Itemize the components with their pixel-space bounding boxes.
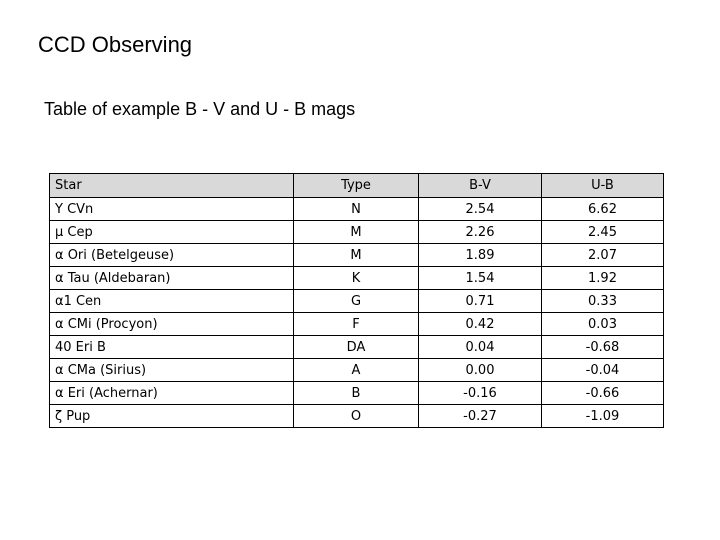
cell-star: α CMa (Sirius) bbox=[50, 359, 294, 382]
table-row bbox=[50, 267, 664, 290]
cell-type: B bbox=[294, 382, 419, 405]
header-u-b: U-B bbox=[542, 174, 664, 198]
cell-type: F bbox=[294, 313, 419, 336]
cell-u-b: 0.33 bbox=[542, 290, 664, 313]
table-row bbox=[50, 290, 664, 313]
table-row bbox=[50, 313, 664, 336]
cell-b-v: -0.16 bbox=[419, 382, 542, 405]
cell-u-b: 2.07 bbox=[542, 244, 664, 267]
header-type: Type bbox=[294, 174, 419, 198]
cell-b-v: -0.27 bbox=[419, 405, 542, 428]
table-row bbox=[50, 244, 664, 267]
cell-type: DA bbox=[294, 336, 419, 359]
table-row bbox=[50, 359, 664, 382]
cell-type: K bbox=[294, 267, 419, 290]
slide-subtitle: Table of example B - V and U - B mags bbox=[44, 99, 356, 119]
cell-star: 40 Eri B bbox=[50, 336, 294, 359]
cell-type: M bbox=[294, 221, 419, 244]
cell-u-b: -0.66 bbox=[542, 382, 664, 405]
cell-type: G bbox=[294, 290, 419, 313]
cell-b-v: 2.54 bbox=[419, 198, 542, 221]
table-row bbox=[50, 198, 664, 221]
cell-type: A bbox=[294, 359, 419, 382]
cell-star: α Ori (Betelgeuse) bbox=[50, 244, 294, 267]
cell-star: α1 Cen bbox=[50, 290, 294, 313]
slide-title: CCD Observing bbox=[38, 32, 193, 57]
cell-b-v: 1.54 bbox=[419, 267, 542, 290]
cell-u-b: 1.92 bbox=[542, 267, 664, 290]
cell-u-b: -0.68 bbox=[542, 336, 664, 359]
cell-b-v: 0.04 bbox=[419, 336, 542, 359]
table-row bbox=[50, 382, 664, 405]
table-row bbox=[50, 221, 664, 244]
magnitudes-table bbox=[49, 173, 664, 428]
cell-u-b: -1.09 bbox=[542, 405, 664, 428]
cell-b-v: 2.26 bbox=[419, 221, 542, 244]
table-header-row bbox=[50, 174, 664, 198]
table-header bbox=[50, 174, 664, 198]
cell-b-v: 0.71 bbox=[419, 290, 542, 313]
cell-star: ζ Pup bbox=[50, 405, 294, 428]
cell-b-v: 1.89 bbox=[419, 244, 542, 267]
table-body bbox=[50, 198, 664, 428]
cell-u-b: -0.04 bbox=[542, 359, 664, 382]
table-row bbox=[50, 405, 664, 428]
cell-u-b: 6.62 bbox=[542, 198, 664, 221]
table-row bbox=[50, 336, 664, 359]
header-star: Star bbox=[50, 174, 294, 198]
cell-star: α Tau (Aldebaran) bbox=[50, 267, 294, 290]
cell-type: M bbox=[294, 244, 419, 267]
header-b-v: B-V bbox=[419, 174, 542, 198]
cell-type: N bbox=[294, 198, 419, 221]
cell-b-v: 0.42 bbox=[419, 313, 542, 336]
cell-star: α CMi (Procyon) bbox=[50, 313, 294, 336]
cell-star: μ Cep bbox=[50, 221, 294, 244]
cell-u-b: 0.03 bbox=[542, 313, 664, 336]
cell-b-v: 0.00 bbox=[419, 359, 542, 382]
cell-type: O bbox=[294, 405, 419, 428]
cell-u-b: 2.45 bbox=[542, 221, 664, 244]
cell-star: α Eri (Achernar) bbox=[50, 382, 294, 405]
cell-star: Y CVn bbox=[50, 198, 294, 221]
